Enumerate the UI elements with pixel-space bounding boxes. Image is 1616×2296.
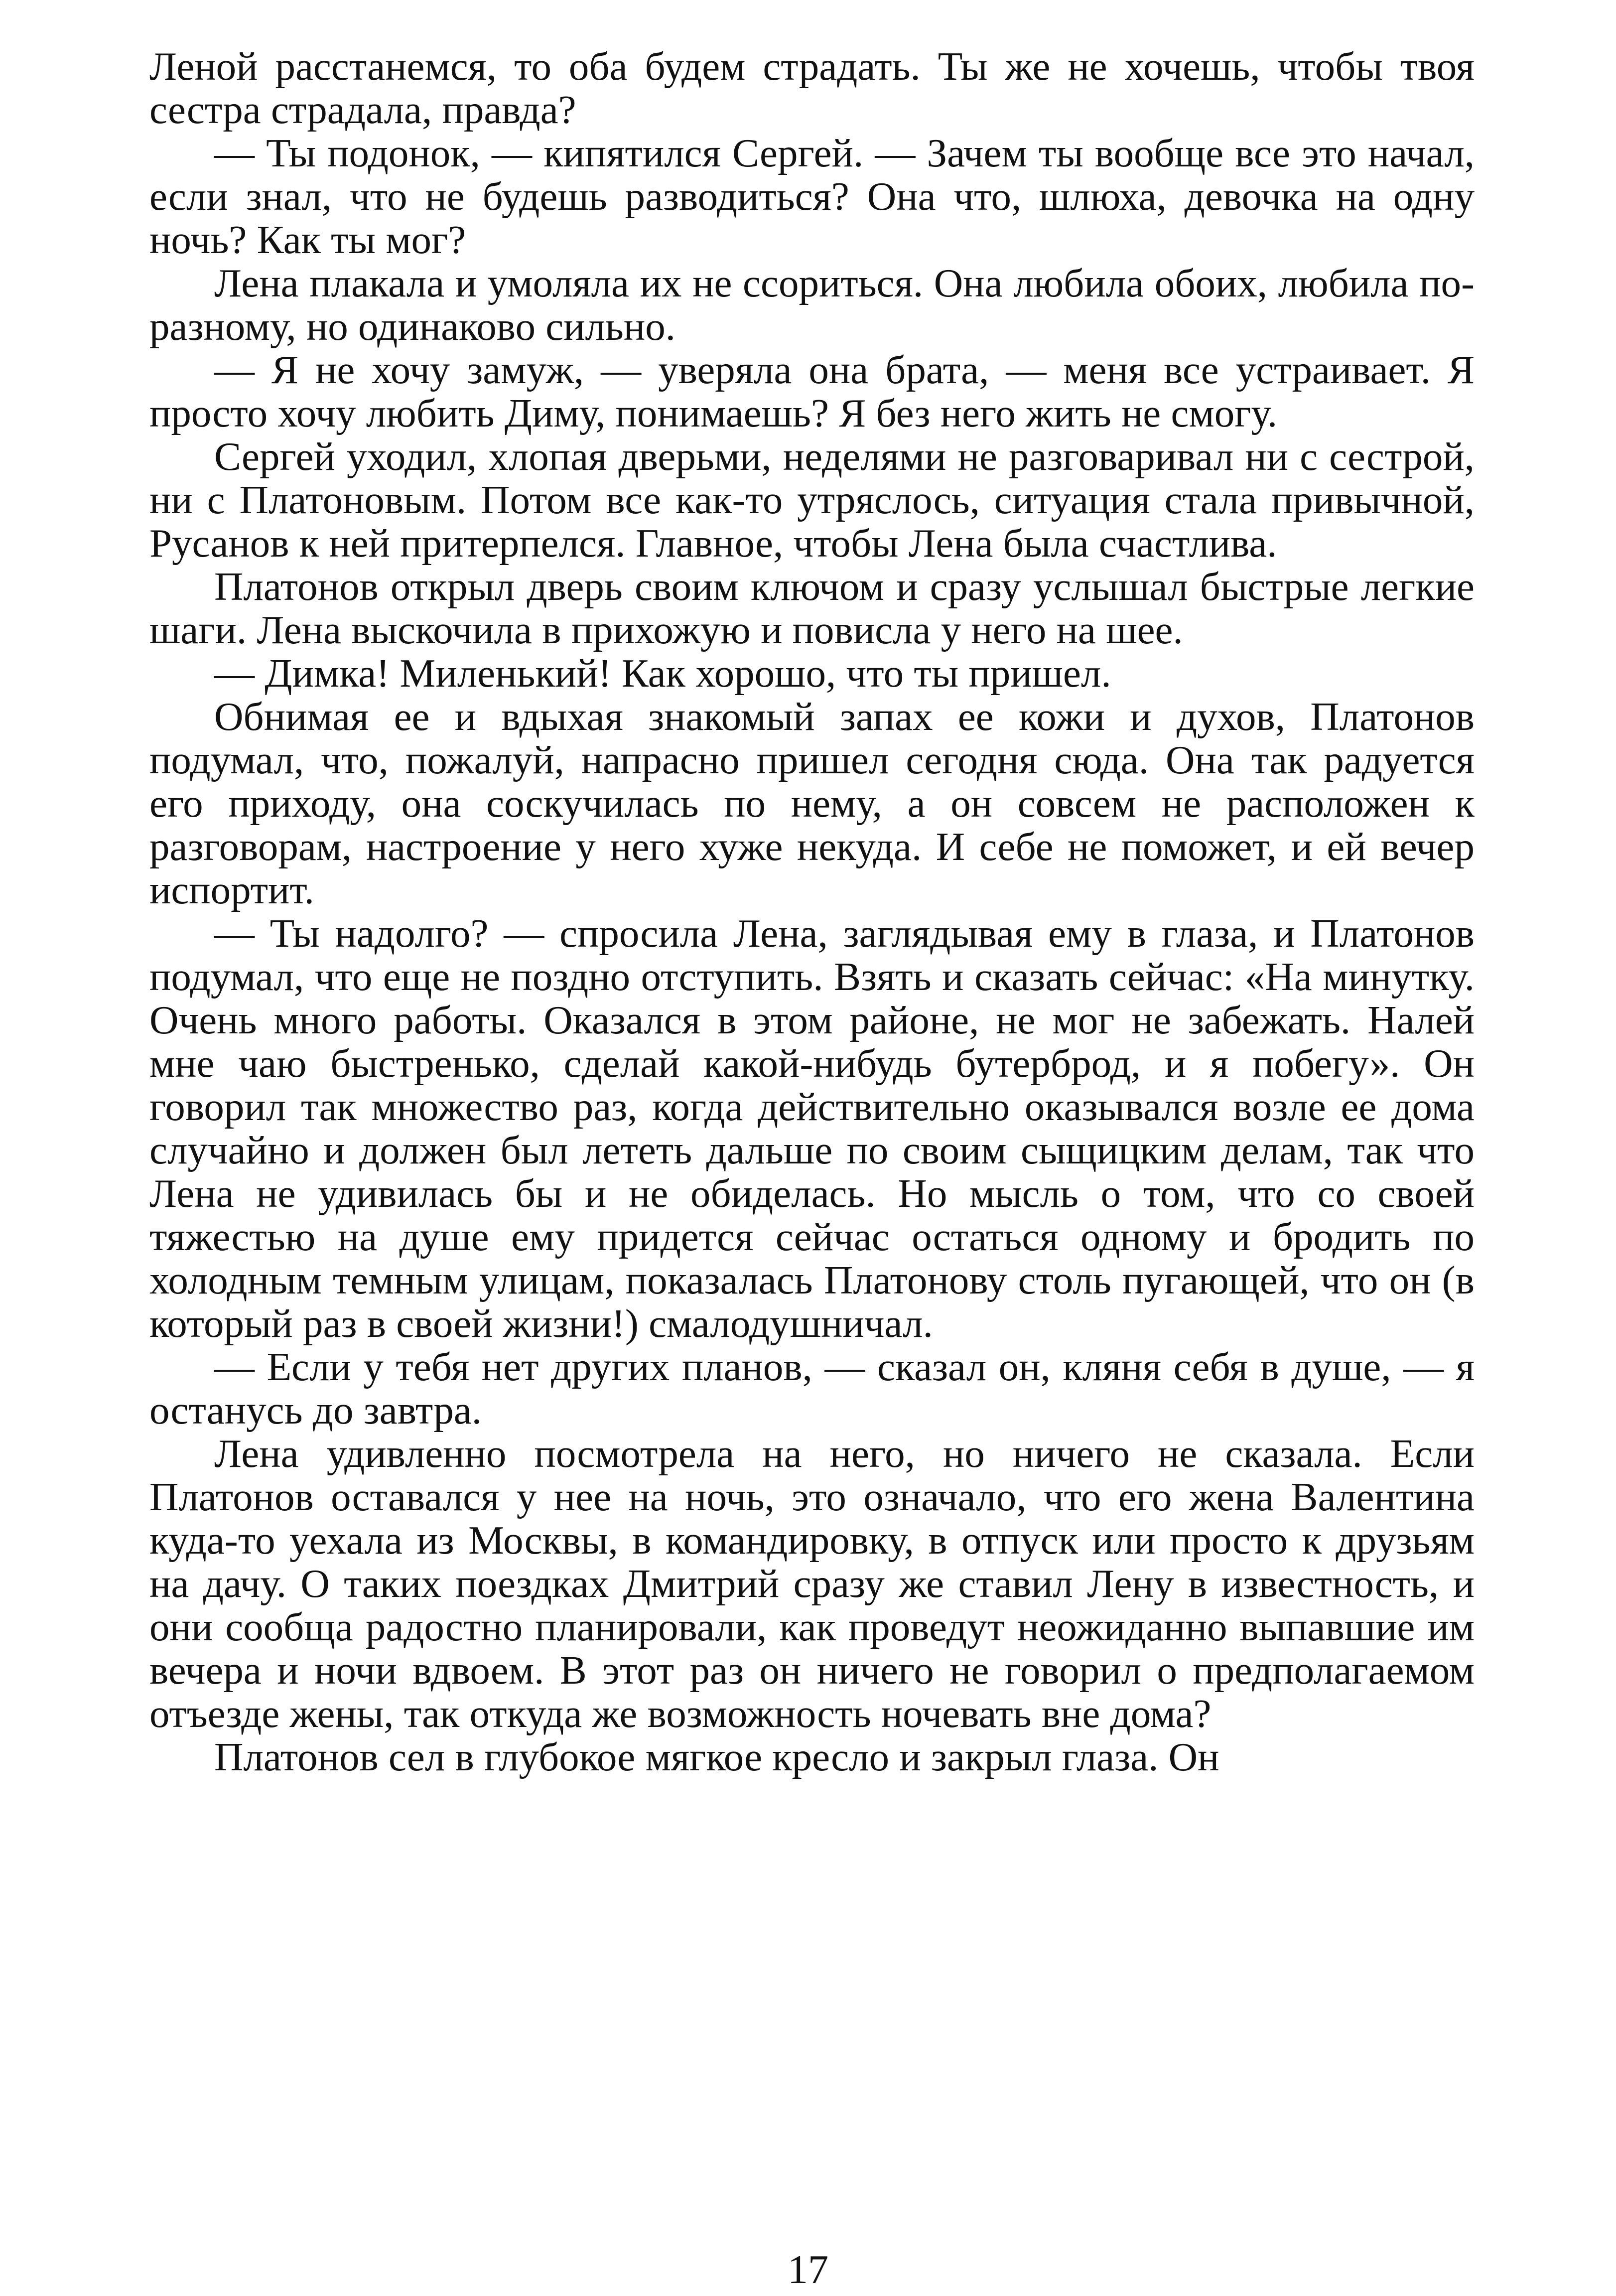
paragraph-7: — Димка! Миленький! Как хорошо, что ты пришел. (214, 651, 1111, 696)
paragraph-2: — Ты подонок, — кипятился Сергей. — Зачем ты вообще все это начал, если знал, что не будешь разводиться? Она что, шлюха, девочка на одну ночь? Как ты мог? (149, 131, 1475, 262)
paragraph-11: Лена удивленно посмотрела на него, но ничего не сказала. Если Платонов оставался у нее на ночь, это означало, что его жена Валентина куда-то уехала из Москвы, в командировку, в отпуск или просто к друзьям на дачу. О таких поездках Дмитрий сразу же ставил Лену в известность, и они сообща радостно планировали, как проведут неожиданно выпавшие им вечера и ночи вдвоем. В этот раз он ничего не говорил о предполагаемом отъезде жены, так откуда же возможность ночевать вне дома? (149, 1431, 1475, 1736)
page-number: 17 (788, 2247, 828, 2292)
paragraph-5: Сергей уходил, хлопая дверьми, неделями не разговаривал ни с сестрой, ни с Платоновым. Потом все как-то утряслось, ситуация стала привычной, Русанов к ней притерпелся. Главное, чтобы Лена была счастлива. (149, 434, 1475, 566)
paragraph-10: — Если у тебя нет других планов, — сказал он, кляня себя в душе, — я останусь до завтра. (149, 1344, 1475, 1433)
paragraph-9: — Ты надолго? — спросила Лена, заглядывая ему в глаза, и Платонов подумал, что еще не поздно отступить. Взять и сказать сейчас: «На минутку. Очень много работы. Оказался в этом районе, не мог не забежать. Налей мне чаю быстренько, сделай какой-нибудь бутерброд, и я побегу». Он говорил так множество раз, когда действительно оказывался возле ее дома случайно и должен был лететь дальше по своим сыщицким делам, так что Лена не удивилась бы и не обиделась. Но мысль о том, что со своей тяжестью на душе ему придется сейчас остаться одному и бродить по холодным темным улицам, показалась Платонову столь пугающей, что он (в который раз в своей жизни!) смалодушничал. (149, 911, 1475, 1346)
paragraph-8: Обнимая ее и вдыхая знакомый запах ее кожи и духов, Платонов подумал, что, пожалуй, напрасно пришел сегодня сюда. Она так радуется его приходу, она соскучилась по нему, а он совсем не расположен к разговорам, настроение у него хуже некуда. И себе не поможет, и ей вечер испортит. (149, 694, 1475, 912)
paragraph-4: — Я не хочу замуж, — уверяла она брата, — меня все устраивает. Я просто хочу любить Диму, понимаешь? Я без него жить не смогу. (149, 347, 1475, 435)
paragraph-3: Лена плакала и умоляла их не ссориться. Она любила обоих, любила по-разному, но одинаково сильно. (149, 261, 1475, 349)
paragraph-1: Леной расстанемся, то оба будем страдать. Ты же не хочешь, чтобы твоя сестра страдала, правда? (149, 44, 1475, 132)
paragraph-6: Платонов открыл дверь своим ключом и сразу услышал быстрые легкие шаги. Лена выскочила в прихожую и повисла у него на шее. (149, 564, 1475, 652)
page-body (149, 45, 1475, 1779)
paragraph-12: Платонов сел в глубокое мягкое кресло и закрыл глаза. Он (214, 1734, 1219, 1779)
